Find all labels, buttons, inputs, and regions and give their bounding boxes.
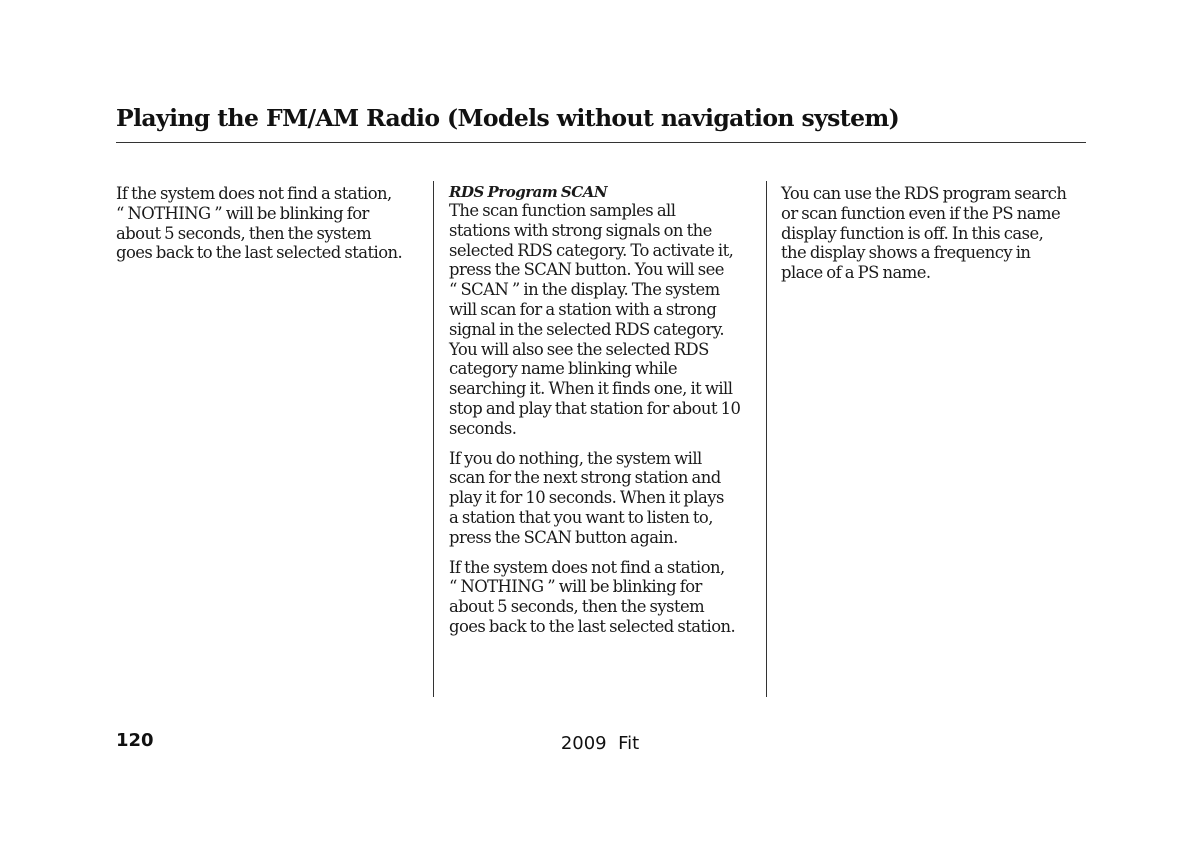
right-column xyxy=(781,184,1091,283)
page-number: 120 xyxy=(116,730,154,751)
left-column xyxy=(116,184,426,263)
column-divider-left xyxy=(433,181,434,697)
rds-program-scan-heading: RDS Program SCAN xyxy=(449,183,608,201)
middle-paragraph-3: If the system does not find a station, “ NOTHING ” will be blinking for about 5 seconds, then the system goes back to the last selected station. xyxy=(449,557,736,636)
title-rule xyxy=(116,142,1086,143)
page-title: Playing the FM/AM Radio (Models without navigation system) xyxy=(116,104,900,132)
middle-column xyxy=(449,184,759,637)
right-paragraph-1: You can use the RDS program search or scan function even if the PS name display function is off. In this case, the display shows a frequency in place of a PS name. xyxy=(781,184,1067,283)
left-paragraph-1: If the system does not find a station, “ NOTHING ” will be blinking for about 5 seconds, then the system goes back to the last selected station. xyxy=(116,184,403,263)
middle-paragraph-1: The scan function samples all stations with strong signals on the selected RDS category. To activate it, press the SCAN button. You will see “ SCAN ” in the display. The system will scan for a station with a strong signal in the selected RDS category. You will also see the selected RDS category name blinking while searching it. When it finds one, it will stop and play that station for about 10 seconds. xyxy=(449,201,741,438)
footer-model-label: 2009 Fit xyxy=(560,733,640,754)
column-divider-right xyxy=(766,181,767,697)
middle-paragraph-2: If you do nothing, the system will scan for the next strong station and play it for 10 seconds. When it plays a station that you want to listen to, press the SCAN button again. xyxy=(449,448,724,547)
